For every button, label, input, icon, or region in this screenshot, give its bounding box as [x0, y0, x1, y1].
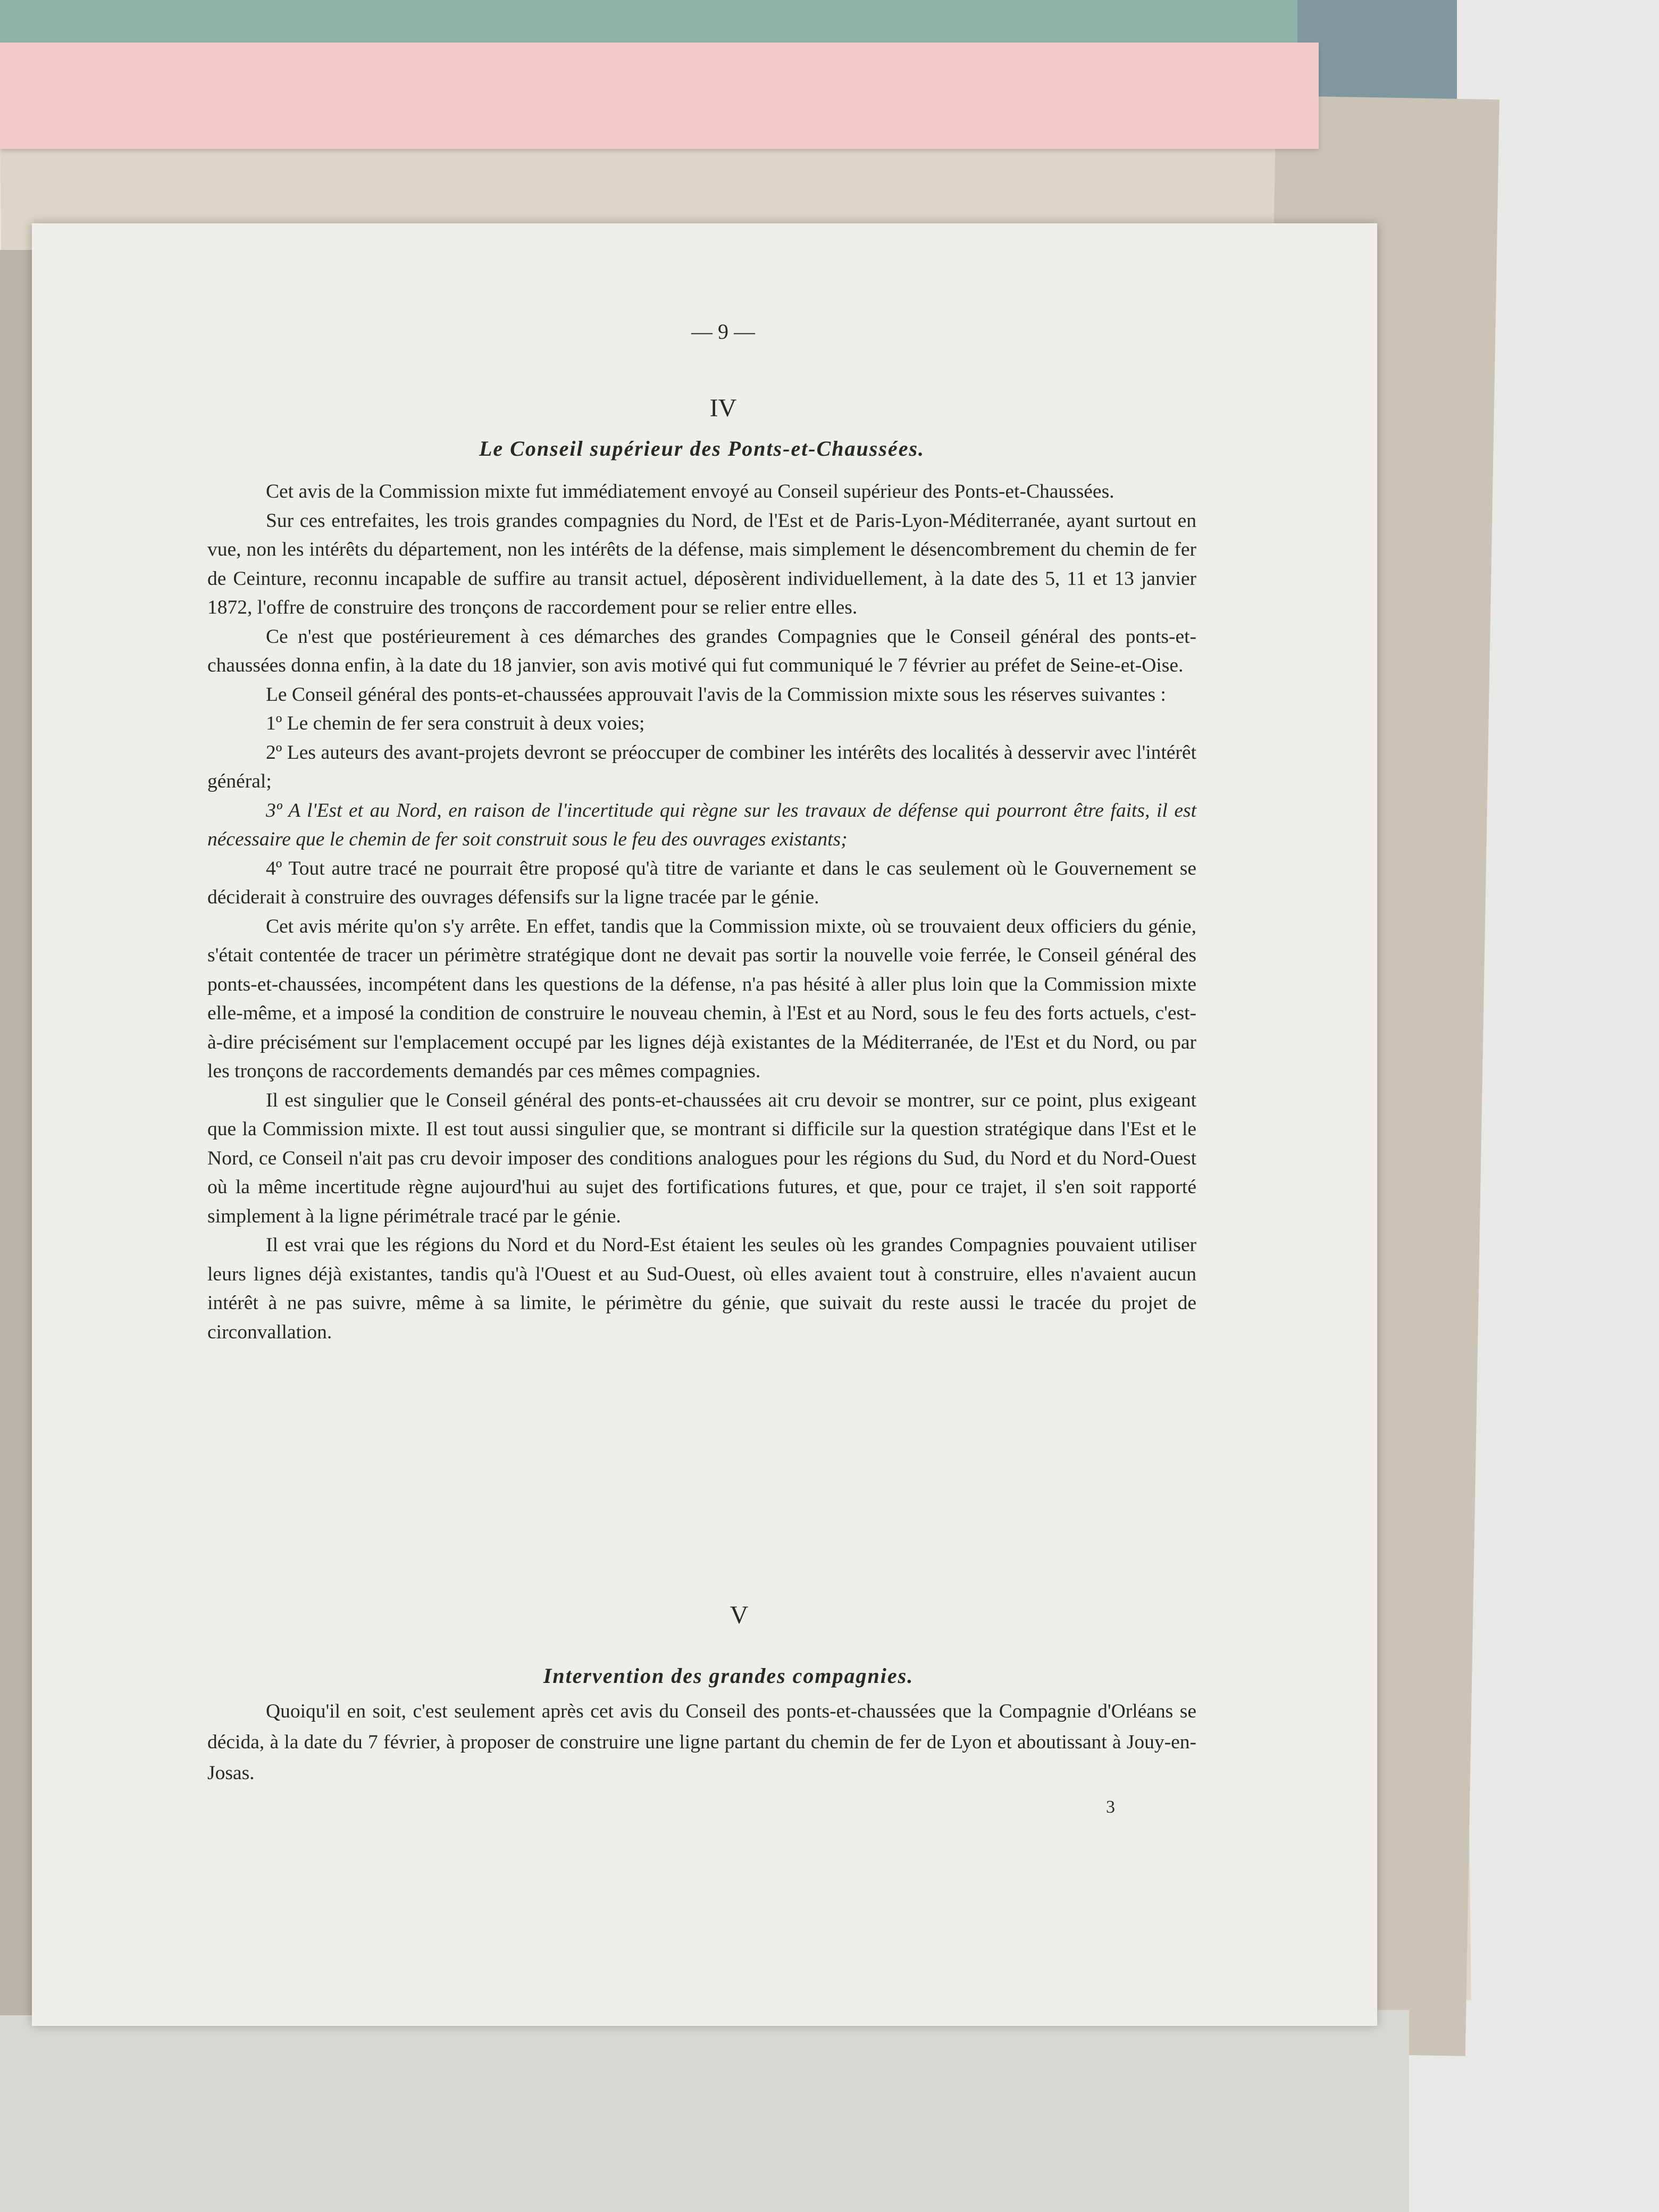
section-heading: Intervention des grandes compagnies. — [543, 1664, 914, 1688]
paragraph: Sur ces entrefaites, les trois grandes compagnies du Nord, de l'Est et de Paris-Lyon-Méditerranée, ayant surtout en vue, non les intérêts du département, non les intérêts de la défense, mais simplement le désencombrement du chemin de fer de Ceinture, reconnu incapable de suffire au transit actuel, déposèrent individuellement, à la date des 5, 11 et 13 janvier 1872, l'offre de construire des tronçons de raccordement pour se relier entre elles. — [207, 509, 1196, 618]
document-page — [32, 223, 1377, 2026]
paragraph: Cet avis de la Commission mixte fut immédiatement envoyé au Conseil supérieur des Ponts-et-Chaussées. — [266, 481, 1115, 502]
page-number: — 9 — — [691, 320, 755, 343]
paragraph: Il est singulier que le Conseil général des ponts-et-chaussées ait cru devoir se montrer, sur ce point, plus exigeant que la Commission mixte. Il est tout aussi singulier que, se montrant si difficile sur la question stratégique dans l'Est et le Nord, ce Conseil n'ait pas cru devoir imposer des conditions analogues pour les régions du Sud, du Nord et du Nord-Ouest où la même incertitude règne aujourd'hui au sujet des fortifications futures, et que, pour ce trajet, il s'en soit rapporté simplement à la ligne périmétrale tracé par le génie. — [207, 1089, 1196, 1227]
list-item: 4º Tout autre tracé ne pourrait être proposé qu'à titre de variante et dans le cas seulement où le Gouvernement se déciderait à construire des ouvrages défensifs sur la ligne tracée par le génie. — [207, 857, 1196, 908]
table-surface — [0, 2010, 1409, 2212]
section-numeral: IV — [709, 394, 737, 422]
section-body — [207, 1696, 1196, 1789]
paragraph: Le Conseil général des ponts-et-chaussées approuvait l'avis de la Commission mixte sous les réserves suivantes : — [266, 683, 1166, 706]
section-body — [207, 477, 1196, 1347]
paragraph: Ce n'est que postérieurement à ces démarches des grandes Compagnies que le Conseil général des ponts-et-chaussées donna enfin, à la date du 18 janvier, son avis motivé qui fut communiqué le 7 février au préfet de Seine-et-Oise. — [207, 625, 1196, 676]
paragraph: Cet avis mérite qu'on s'y arrête. En effet, tandis que la Commission mixte, où se trouvaient deux officiers du génie, s'était contentée de tracer un périmètre stratégique dont ne devait pas sortir la nouvelle voie ferrée, le Conseil général des ponts-et-chaussées, incompétent dans les questions de la défense, n'a pas hésité à aller plus loin que la Commission mixte elle-même, et a imposé la condition de construire le nouveau chemin, à l'Est et au Nord, sous le feu des forts actuels, c'est-à-dire précisément sur l'emplacement occupé par les lignes déjà existantes de la Méditerranée, de l'Est et du Nord, ou par les tronçons de raccordements demandés par ces mêmes compagnies. — [207, 915, 1196, 1082]
signature-mark: 3 — [1106, 1797, 1115, 1817]
list-item: 1º Le chemin de fer sera construit à deux voies; — [266, 713, 645, 734]
paragraph: Il est vrai que les régions du Nord et du Nord-Est étaient les seules où les grandes Compagnies pouvaient utiliser leurs lignes déjà existantes, tandis qu'à l'Ouest et au Sud-Ouest, où elles avaient tout à construire, elles n'avaient aucun intérêt à ne pas suivre, même à sa limite, le périmètre du génie, que suivait du reste aussi le tracée du projet de circonvallation. — [207, 1234, 1196, 1343]
section-heading: Le Conseil supérieur des Ponts-et-Chaussées. — [479, 437, 925, 460]
list-item: 2º Les auteurs des avant-projets devront se préoccuper de combiner les intérêts des localités à desservir avec l'intérêt général; — [207, 741, 1196, 792]
section-numeral: V — [730, 1601, 749, 1629]
paragraph: Quoiqu'il en soit, c'est seulement après cet avis du Conseil des ponts-et-chaussées que la Compagnie d'Orléans se décida, à la date du 7 février, à proposer de construire une ligne partant du chemin de fer de Lyon et aboutissant à Jouy-en-Josas. — [207, 1700, 1196, 1784]
background-pink-paper — [0, 43, 1319, 149]
list-item: 3º A l'Est et au Nord, en raison de l'incertitude qui règne sur les travaux de défense qui pourront être faits, il est nécessaire que le chemin de fer soit construit sous le feu des ouvrages existants; — [207, 799, 1196, 850]
